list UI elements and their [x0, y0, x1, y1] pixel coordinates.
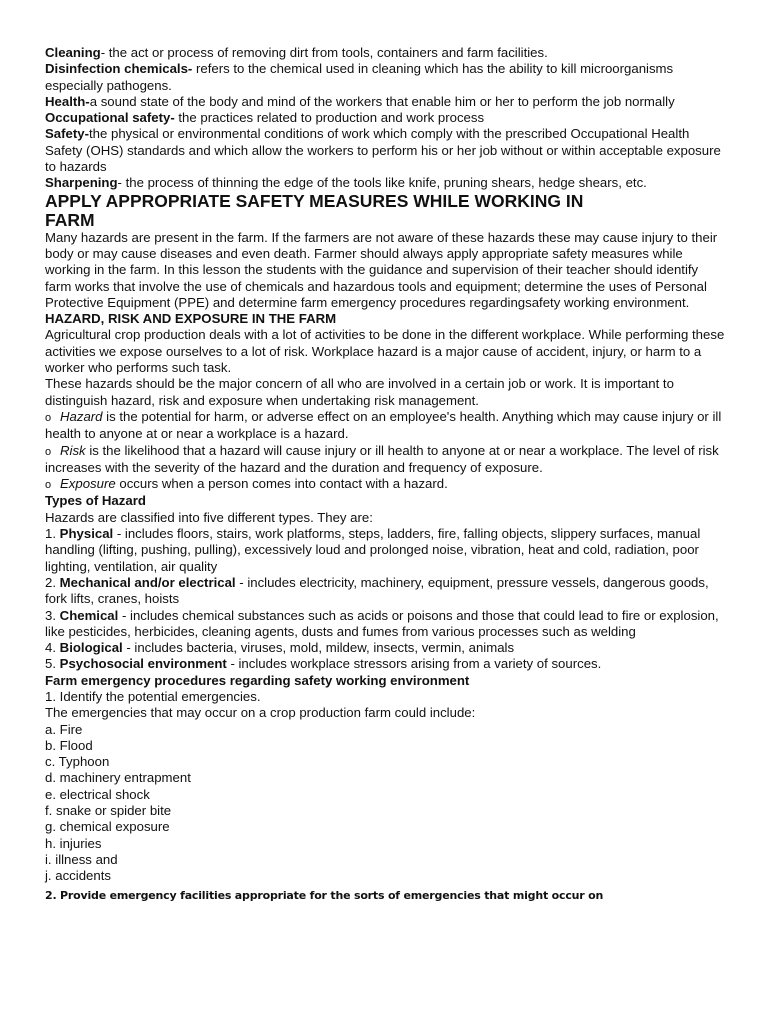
emergency-heading: Farm emergency procedures regarding safety working environment	[45, 672, 470, 688]
definition-text: the practices related to production and work process	[174, 110, 485, 126]
hazard-heading: HAZARD, RISK AND EXPOSURE IN THE FARM	[45, 311, 337, 327]
definition-term: Sharpening	[45, 175, 118, 191]
bullet-term: Exposure	[60, 476, 116, 492]
hazard-type-number: 4.	[45, 640, 60, 656]
hazard-type-number: 3.	[45, 607, 60, 623]
bullet-text: is the potential for harm, or adverse effect on an employee's health. Anything which may cause injury or ill health to anyone at or near a workplace is a hazard.	[45, 408, 722, 442]
hazard-paragraph: These hazards should be the major concern of all who are involved in a certain job or work. It is important to distinguish hazard, risk and exposure when undertaking risk management.	[45, 376, 674, 408]
hazard-type-text: - includes bacteria, viruses, mold, mildew, insects, vermin, animals	[122, 640, 515, 656]
emergency-item: c. Typhoon	[45, 754, 110, 770]
hazard-type-text: - includes floors, stairs, work platforms, steps, ladders, fire, falling objects, slippery surfaces, manual handling (lifting, pushing, pulling), excessively loud and prolonged noise, vibration, heat and cold, radiation, poor lighting, ventilation, air quality	[45, 526, 701, 574]
emergency-intro: The emergencies that may occur on a crop production farm could include:	[45, 705, 476, 721]
emergency-item: j. accidents	[45, 868, 111, 884]
hazard-types-list	[45, 526, 728, 673]
definition-item	[45, 126, 728, 175]
emergency-item: d. machinery entrapment	[45, 770, 191, 786]
emergency-step: 1. Identify the potential emergencies.	[45, 688, 261, 704]
types-intro: Hazards are classified into five different types. They are:	[45, 509, 373, 525]
definition-item	[45, 61, 728, 94]
definition-item	[45, 175, 728, 191]
bullet-text: is the likelihood that a hazard will cause injury or ill health to anyone at or near a workplace. The level of risk increases with the severity of the hazard and the duration and frequency of exposure.	[45, 442, 719, 475]
definition-term: Disinfection chemicals-	[45, 61, 193, 77]
bullet-item	[45, 476, 728, 493]
emergency-item: i. illness and	[45, 851, 118, 867]
hazard-type-item	[45, 640, 728, 656]
bullet-item	[45, 443, 728, 477]
bullet-marker: o	[45, 479, 52, 492]
hazard-type-text: - includes chemical substances such as acids or poisons and those that could lead to fire or explosion, like pesticides, herbicides, cleaning agents, dusts and fumes from various processes such as welding	[45, 607, 719, 639]
definition-text: refers to the chemical used in cleaning which has the ability to kill microorganisms especially pathogens.	[45, 61, 674, 93]
definition-text: the physical or environmental conditions of work which comply with the prescribed Occupational Health Safety (OHS) standards and which allow the workers to perform his or her job without or within acceptable exposure to hazards	[45, 126, 721, 175]
definition-text: - the act or process of removing dirt from tools, containers and farm facilities.	[100, 45, 548, 60]
definition-text: a sound state of the body and mind of the workers that enable him or her to perform the job normally	[89, 93, 675, 109]
definition-item	[45, 110, 728, 126]
definition-text: - the process of thinning the edge of the tools like knife, pruning shears, hedge shears, etc.	[117, 175, 647, 191]
hazard-type-item	[45, 526, 728, 575]
hazard-type-number: 1.	[45, 526, 60, 542]
definition-item	[45, 94, 728, 110]
definition-term: Health-	[45, 93, 90, 109]
bullet-term: Risk	[60, 442, 86, 458]
emergency-item: h. injuries	[45, 835, 102, 851]
hazard-bullets	[45, 409, 728, 493]
bullet-marker: o	[45, 411, 52, 424]
bullet-term: Hazard	[60, 408, 103, 424]
main-title-line1: APPLY APPROPRIATE SAFETY MEASURES WHILE WORKING IN	[45, 190, 584, 211]
types-heading: Types of Hazard	[45, 493, 146, 509]
emergency-item: f. snake or spider bite	[45, 803, 172, 819]
hazard-type-text: - includes electricity, machinery, equipment, pressure vessels, dangerous goods, fork lifts, cranes, hoists	[45, 574, 709, 607]
definition-term: Cleaning	[45, 45, 101, 60]
main-title-line2: FARM	[45, 209, 95, 230]
hazard-type-item	[45, 575, 728, 608]
bullet-item	[45, 409, 728, 443]
emergency-item: e. electrical shock	[45, 786, 150, 802]
hazard-type-item	[45, 608, 728, 641]
definition-term: Safety-	[45, 126, 89, 142]
hazard-type-term: Physical	[59, 526, 114, 542]
hazard-type-term: Chemical	[59, 607, 119, 623]
emergency-step-2: 2. Provide emergency facilities appropriate for the sorts of emergencies that might occur on	[45, 888, 604, 902]
bullet-text: occurs when a person comes into contact with a hazard.	[115, 476, 448, 492]
definitions-list	[45, 45, 728, 192]
main-title	[45, 192, 728, 230]
hazard-type-item	[45, 656, 728, 672]
emergency-item: g. chemical exposure	[45, 819, 170, 835]
hazard-type-term: Psychosocial environment	[59, 656, 227, 672]
hazard-paragraph: Agricultural crop production deals with a lot of activities to be done in the different workplace. While performing these activities we expose ourselves to a lot of risk. Workplace hazard is a major cause of accident, injury, or harm to a worker who performs such task.	[45, 327, 725, 376]
intro-paragraph: Many hazards are present in the farm. If the farmers are not aware of these hazards these may cause injury to their body or may cause diseases and even death. Farmer should always apply appropriate safety measures while working in the farm. In this lesson the students with the guidance and supervision of their teacher should identify farm works that involve the use of chemicals and hazardous tools and equipment; determine the uses of Personal Protective Equipment (PPE) and determine farm emergency procedures regardingsafety working environment.	[45, 229, 718, 310]
definition-item	[45, 45, 728, 61]
hazard-type-text: - includes workplace stressors arising from a variety of sources.	[226, 656, 602, 672]
emergency-list	[45, 722, 728, 885]
bullet-marker: o	[45, 445, 52, 458]
hazard-type-number: 2.	[45, 574, 60, 590]
hazard-type-term: Mechanical and/or electrical	[59, 574, 236, 590]
emergency-item: b. Flood	[45, 737, 93, 753]
emergency-item: a. Fire	[45, 721, 83, 737]
definition-term: Occupational safety-	[45, 110, 175, 126]
hazard-type-number: 5.	[45, 656, 60, 672]
hazard-type-term: Biological	[59, 640, 123, 656]
